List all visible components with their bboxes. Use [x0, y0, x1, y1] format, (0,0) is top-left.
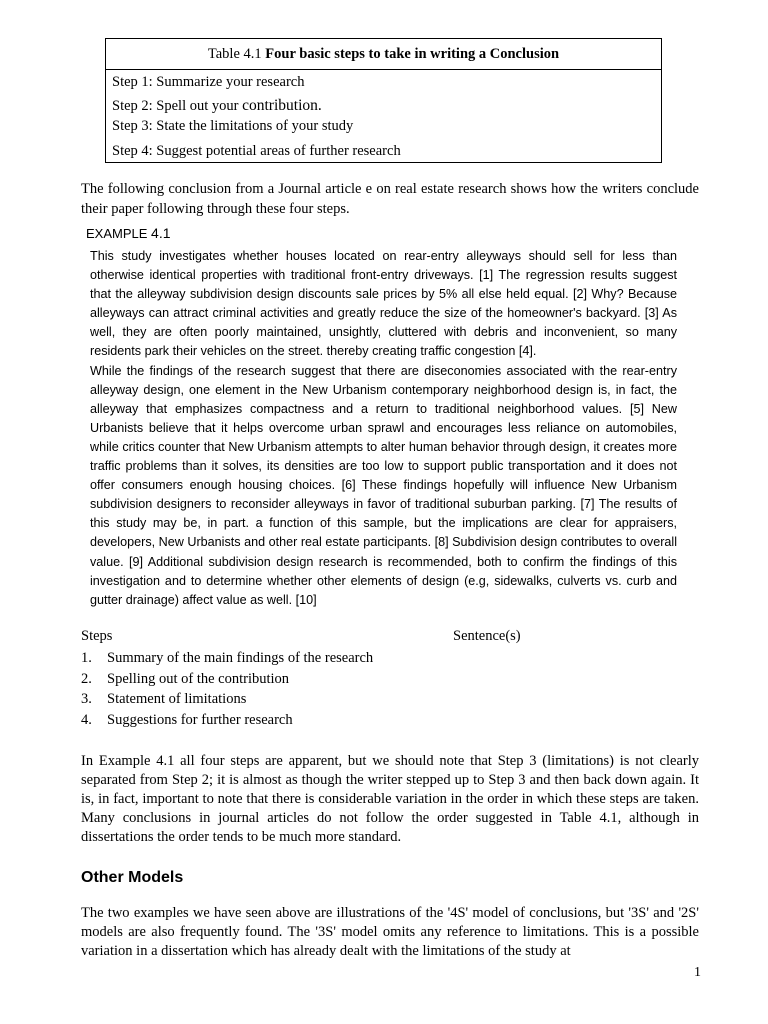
table-caption-title: Four basic steps to take in writing a Conclusion — [265, 46, 560, 62]
table-row-emphasis: contribution. — [242, 97, 322, 114]
table-row-text: Step 2: Spell out your — [112, 98, 243, 114]
table-row-text: Step 3: State the limitations of your study — [112, 118, 354, 134]
example-label-text: EXAMPLE — [86, 226, 152, 241]
list-item-text: Suggestions for further research — [107, 711, 293, 728]
list-item-number: 2. — [81, 670, 92, 687]
steps-column-header: Steps — [81, 628, 113, 644]
intro-paragraph: The following conclusion from a Journal article e on real estate research shows how the writers conclude their paper following through these four steps. — [81, 181, 699, 217]
list-item-number: 1. — [81, 650, 92, 666]
list-item-text: Summary of the main findings of the research — [107, 650, 374, 666]
list-item-number: 4. — [81, 711, 92, 728]
table-row-step-1 — [112, 74, 304, 91]
table-caption-label: Table 4.1 — [207, 46, 266, 62]
table-row-text: Step 1: Summarize your research — [112, 74, 305, 90]
table-row-text: Step 4: Suggest potential areas of further research — [112, 143, 401, 159]
other-models-paragraph: The two examples we have seen above are illustrations of the '4S' model of conclusions, but '3S' and '2S' models are also frequently found. The '3S' model omits any reference to limitations. This is a possible variation in a dissertation which has already dealt with the limitations of the study at — [81, 905, 699, 959]
example-label — [86, 225, 171, 241]
table-row-step-2 — [112, 97, 322, 115]
example-number: 4.1 — [151, 225, 171, 241]
list-item — [81, 689, 373, 710]
table-row-step-3 — [112, 118, 353, 135]
steps-list — [81, 648, 373, 730]
list-item-text: Statement of limitations — [107, 691, 247, 707]
list-item — [81, 669, 373, 690]
page-number: 1 — [694, 965, 701, 980]
conclusion-steps-table — [105, 38, 662, 163]
list-item — [81, 710, 373, 731]
list-item — [81, 648, 373, 669]
table-row-step-4 — [112, 143, 401, 160]
table-caption — [106, 39, 661, 70]
example-quote — [90, 247, 677, 610]
sentences-column-header: Sentence(s) — [453, 628, 521, 644]
list-item-text: Spelling out of the contribution — [107, 670, 290, 687]
discussion-paragraph: In Example 4.1 all four steps are apparent, but we should note that Step 3 (limitations) is not clearly separated from Step 2; it is almost as though the writer stepped up to Step 3 and then back down again. It is, in fact, important to note that there is considerable variation in the order in which these steps are taken. Many conclusions in journal articles do not follow the order suggested in Table 4.1, although in dissertations the order tends to be much more standard. — [81, 753, 699, 845]
list-item-number: 3. — [81, 691, 92, 707]
example-paragraph-2: While the findings of the research suggest that there are diseconomies associated with the rear-entry alleyway design, one element in the New Urbanism contemporary neighborhood design is, in fact, the alleyway that emphasizes compactness and a return to traditional neighborhood values. [5] New Urbanists believe that it helps overcome urban sprawl and encourages less reliance on automobiles, while critics counter that New Urbanism attempts to alter human behavior through design, it creates more traffic problems than it solves, its densities are too low to support public transportation and it does not offer consumers enough housing choices. [6] These findings hopefully will influence New Urbanism subdivision designers to reconsider alleyways in favor of traditional suburban parking. [7] The results of this study may be, in part. a function of this sample, but the implications are clear for appraisers, developers, New Urbanists and other real estate participants. [8] Subdivision design contributes to overall value. [9] Additional subdivision design research is recommended, both to confirm the findings of this investigation and to determine whether other elements of design (e.g, sidewalks, culverts vs. curb and gutter drainage) affect value as well. [10] — [90, 363, 677, 607]
section-heading: Other Models — [81, 869, 184, 886]
example-paragraph-1: This study investigates whether houses located on rear-entry alleyways should sell for less than otherwise identical properties with traditional front-entry driveways. [1] The regression results suggest that the alleyway subdivision design discounts sale prices by 5% all else held equal. [2] Why? Because alleyways can attract criminal activities and greatly reduce the size of the homeowner's backyard. [3] As well, they are often poorly maintained, unsightly, cluttered with debris and inconvenient, so many residents park their vehicles on the street. thereby creating traffic congestion [4]. — [90, 249, 677, 359]
